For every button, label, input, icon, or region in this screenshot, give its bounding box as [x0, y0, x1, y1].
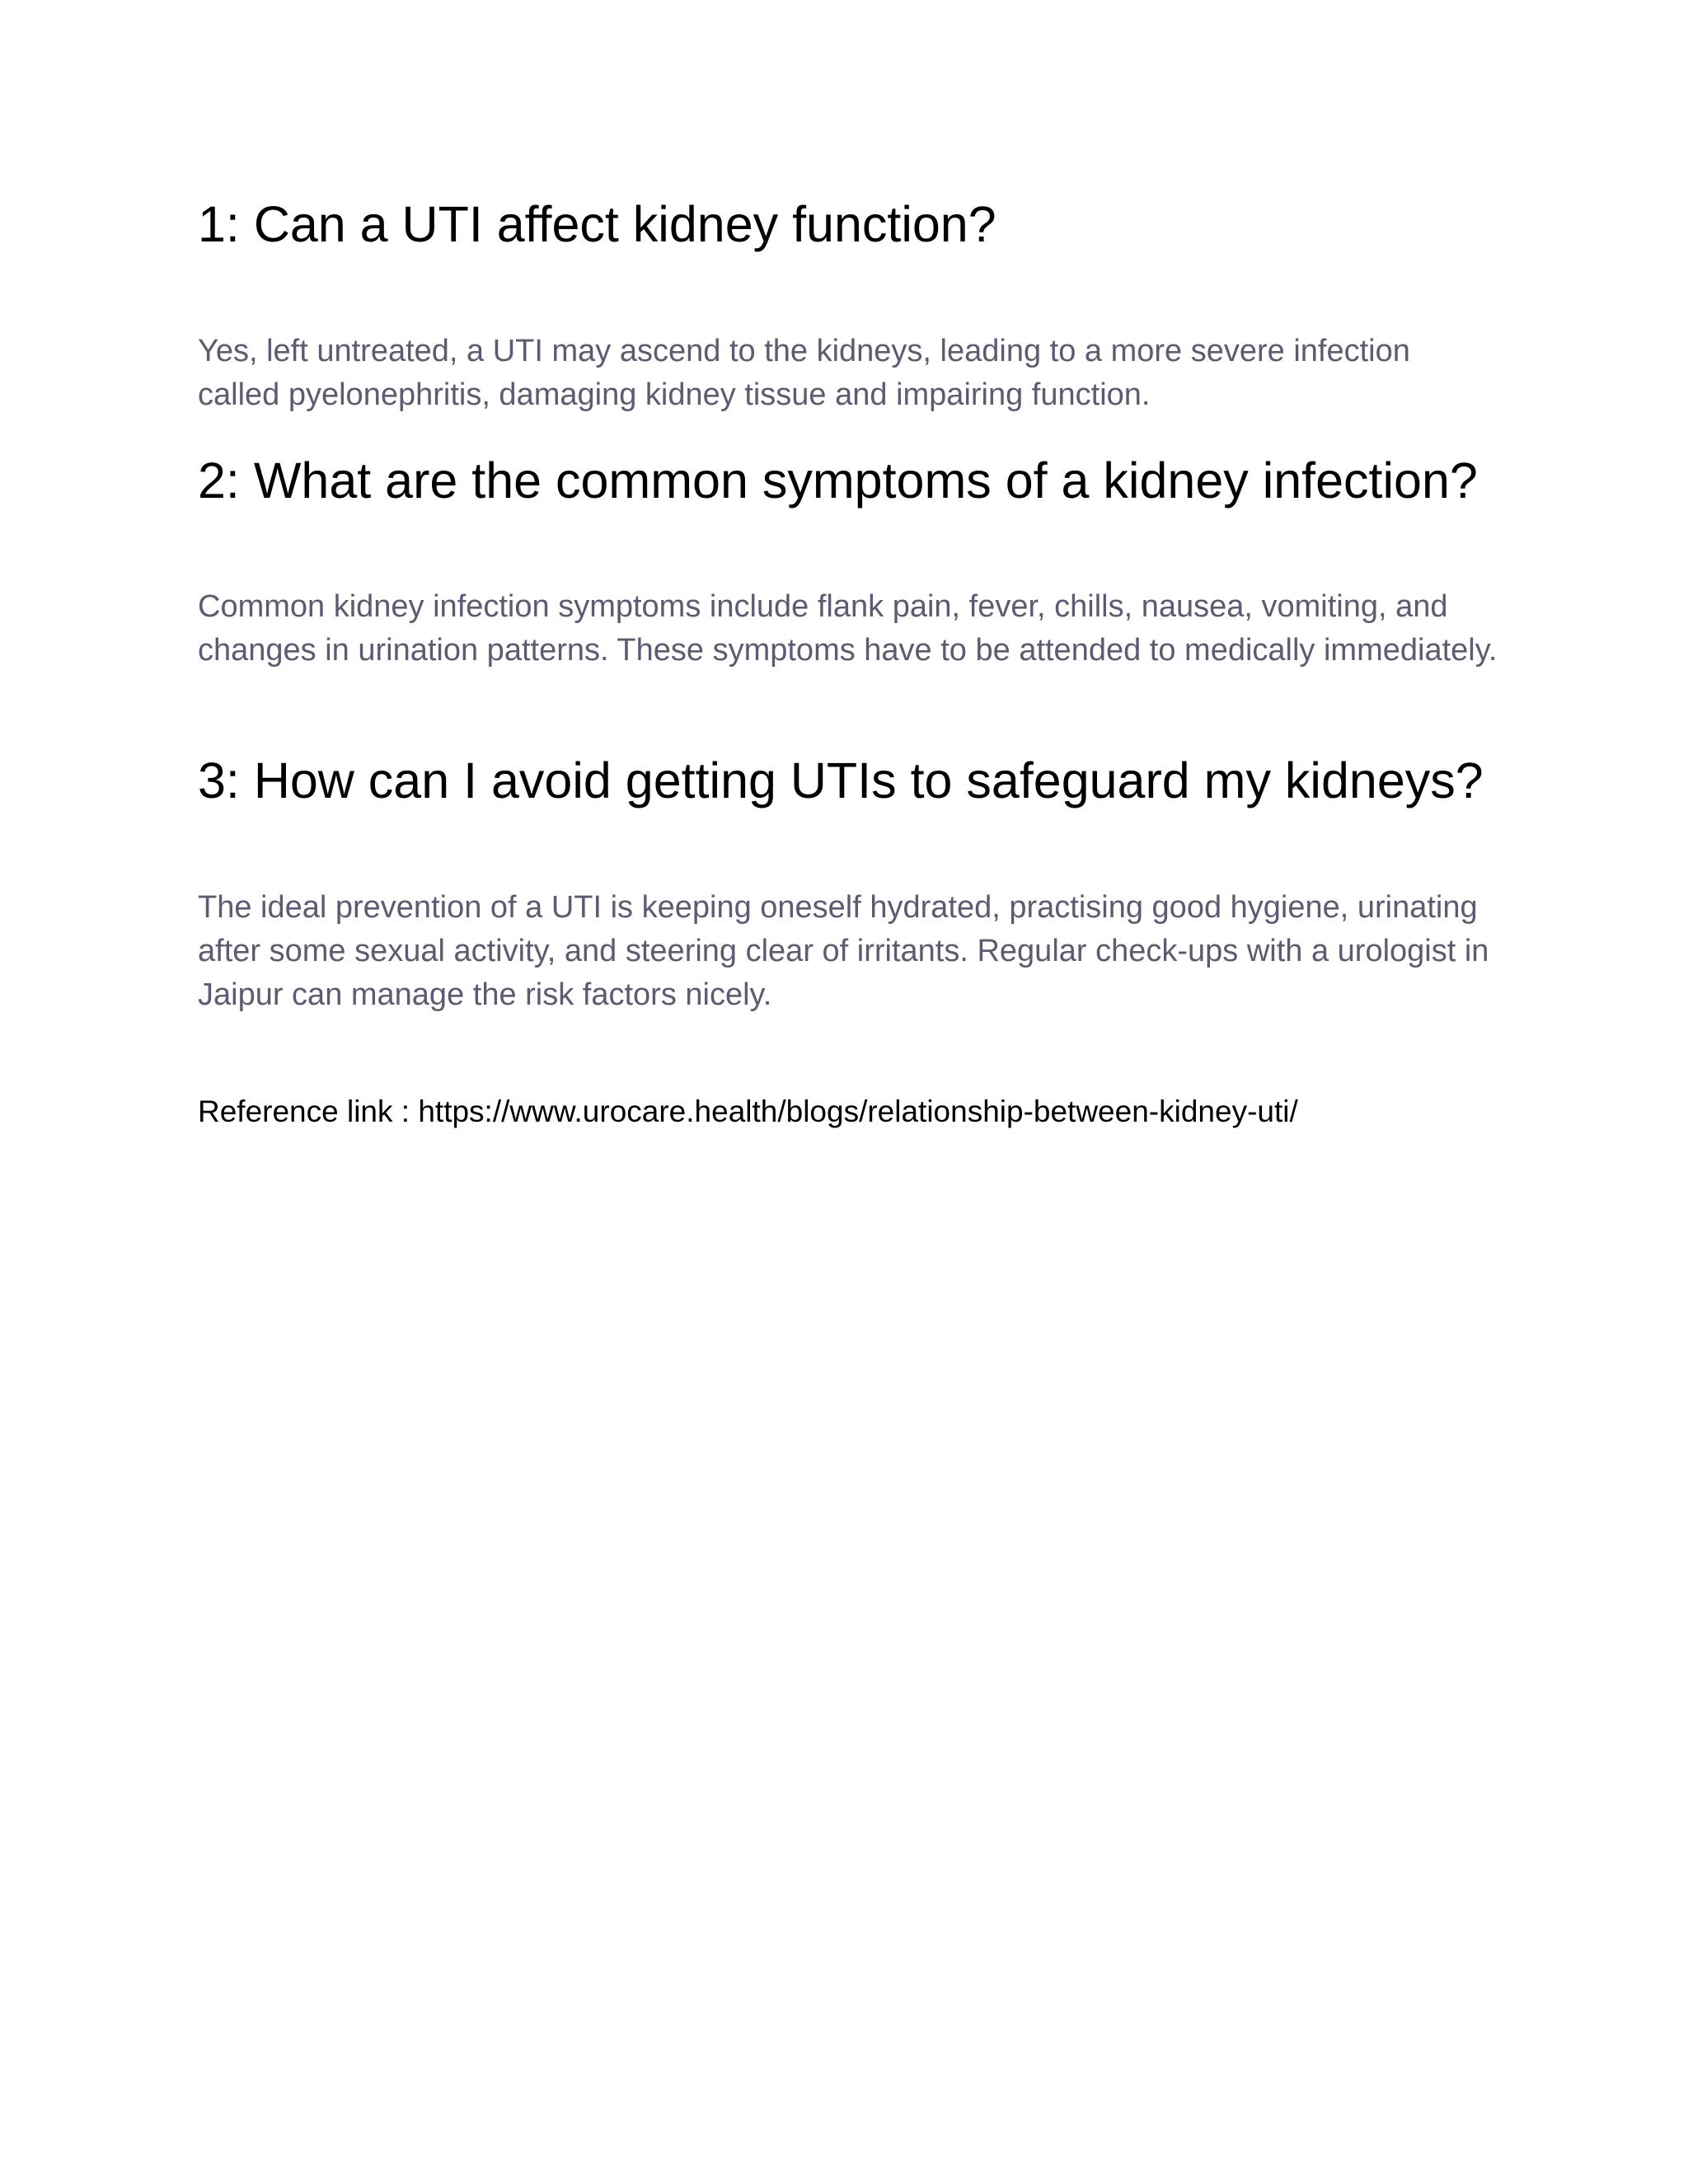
- faq-answer-1: Yes, left untreated, a UTI may ascend to the kidneys, leading to a more severe infection called pyelonephritis, damaging kidney tissue and impairing function.: [198, 334, 1410, 412]
- faq-question-2: 2: What are the common symptoms of a kidney infection?: [198, 452, 1478, 509]
- reference-link[interactable]: Reference link : https://www.urocare.health/blogs/relationship-between-kidney-uti/: [198, 1094, 1298, 1128]
- faq-answer-2: Common kidney infection symptoms include flank pain, fever, chills, nausea, vomiting, and changes in urination patterns. These symptoms have to be attended to medically immediately.: [198, 589, 1498, 668]
- faq-question-3: 3: How can I avoid getting UTIs to safeguard my kidneys?: [198, 752, 1484, 808]
- faq-question-1: 1: Can a UTI affect kidney function?: [198, 196, 996, 252]
- faq-answer-3: The ideal prevention of a UTI is keeping oneself hydrated, practising good hygiene, urinating after some sexual activity, and steering clear of irritants. Regular check-ups with a urologist in Jaipur can manage the risk factors nicely.: [198, 890, 1489, 1012]
